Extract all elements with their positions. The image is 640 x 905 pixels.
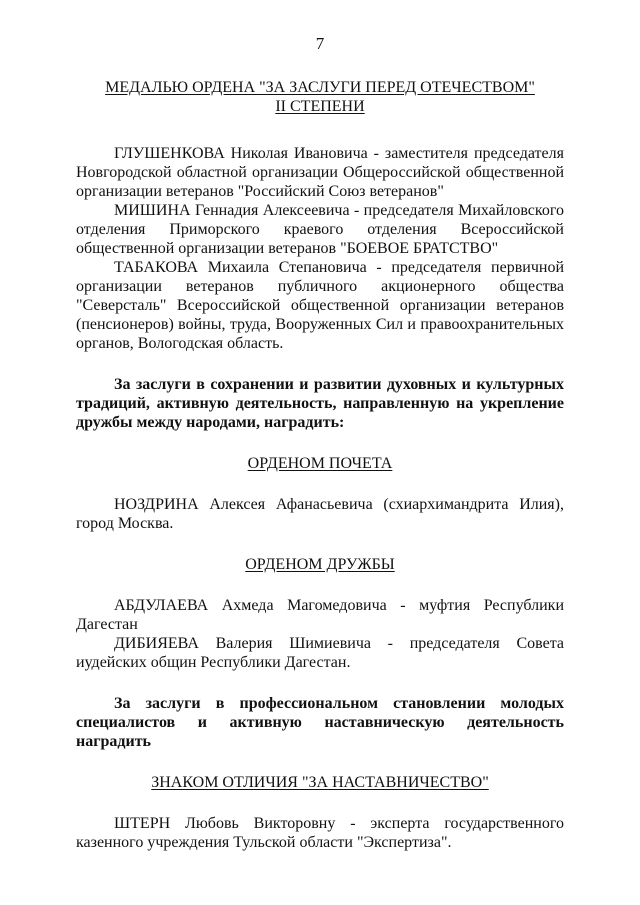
mentorship-badge-heading: ЗНАКОМ ОТЛИЧИЯ "ЗА НАСТАВНИЧЕСТВО"	[151, 774, 489, 791]
awardee-paragraph: ТАБАКОВА Михаила Степановича - председателя первичной организации ветеранов публичного акционерного общества "Северсталь" Всероссийской общественной организации ветеранов (пенсионеров) войны, труда, Вооруженных Сил и правоохранительных органов, Вологодская область.	[76, 259, 564, 352]
culture-award-intro: За заслуги в сохранении и развитии духовных и культурных традиций, активную деятельность, направленную на укрепление дружбы между народами, наградить:	[76, 376, 564, 431]
order-of-friendship-heading: ОРДЕНОМ ДРУЖБЫ	[245, 556, 395, 573]
medal-heading-line1: МЕДАЛЬЮ ОРДЕНА "ЗА ЗАСЛУГИ ПЕРЕД ОТЕЧЕСТВОМ"	[105, 79, 535, 96]
awardee-paragraph: ГЛУШЕНКОВА Николая Ивановича - заместителя председателя Новгородской областной организации Общероссийской общественной организации ветеранов "Российский Союз ветеранов"	[76, 145, 564, 200]
mentor-award-intro: За заслуги в профессиональном становлении молодых специалистов и активную наставническую деятельность наградить	[76, 695, 564, 750]
awardee-paragraph: ШТЕРН Любовь Викторовну - эксперта государственного казенного учреждения Тульской области "Экспертиза".	[76, 815, 564, 851]
awardee-paragraph: АБДУЛАЕВА Ахмеда Магомедовича - муфтия Республики Дагестан	[76, 597, 564, 633]
awardee-paragraph: НОЗДРИНА Алексея Афанасьевича (схиархимандрита Илия), город Москва.	[76, 496, 564, 532]
awardee-paragraph: МИШИНА Геннадия Алексеевича - председателя Михайловского отделения Приморского краевого отделения Всероссийской общественной организации ветеранов "БОЕВОЕ БРАТСТВО"	[76, 202, 564, 257]
document-body	[76, 78, 564, 852]
page-number: 7	[315, 34, 325, 53]
medal-heading-line2: II СТЕПЕНИ	[275, 98, 365, 115]
awardee-paragraph: ДИБИЯЕВА Валерия Шимиевича - председателя Совета иудейских общин Республики Дагестан.	[76, 635, 564, 671]
order-of-honor-heading: ОРДЕНОМ ПОЧЕТА	[247, 455, 393, 472]
